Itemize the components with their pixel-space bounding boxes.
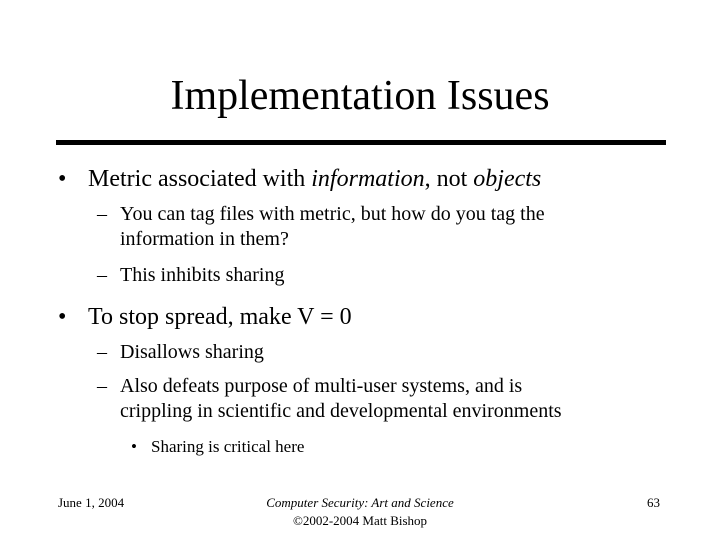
subitem-line: Disallows sharing bbox=[120, 341, 264, 363]
bullet-glyph: • bbox=[58, 166, 67, 192]
subitem-line: information in them? bbox=[120, 228, 289, 250]
subitem-defeats-purpose bbox=[97, 374, 562, 424]
dash-glyph: – bbox=[97, 264, 107, 286]
subitem-line: crippling in scientific and developmental environments bbox=[120, 400, 562, 422]
footer-center bbox=[160, 494, 560, 530]
footer-date: June 1, 2004 bbox=[58, 495, 125, 510]
subitem-tag-files bbox=[97, 202, 545, 252]
dash-glyph: – bbox=[97, 341, 107, 363]
dash-glyph: – bbox=[97, 375, 107, 397]
bullet-text-part-italic: objects bbox=[473, 166, 542, 192]
subitem-inhibits-sharing bbox=[97, 263, 284, 288]
bullet-glyph: • bbox=[58, 304, 67, 330]
subsubitem-sharing-critical bbox=[131, 436, 304, 458]
title-rule bbox=[56, 140, 666, 145]
subitem-line: You can tag files with metric, but how do you tag the bbox=[120, 203, 545, 225]
footer-copyright: ©2002-2004 Matt Bishop bbox=[292, 513, 428, 528]
subitem-line: Also defeats purpose of multi-user systems, and is bbox=[120, 375, 523, 397]
bullet-text-part-italic: information bbox=[311, 166, 425, 192]
bullet-text-part: , not bbox=[424, 166, 474, 192]
subitem-disallows-sharing bbox=[97, 340, 264, 365]
dash-glyph: – bbox=[97, 203, 107, 225]
bullet-stop-spread bbox=[58, 303, 352, 331]
slide-title: Implementation Issues bbox=[170, 73, 550, 119]
bullet-glyph: • bbox=[131, 437, 137, 456]
subitem-line: This inhibits sharing bbox=[120, 264, 285, 286]
subsubitem-text: Sharing is critical here bbox=[151, 437, 305, 456]
bullet-metric bbox=[58, 165, 541, 193]
footer-course-title: Computer Security: Art and Science bbox=[266, 495, 454, 510]
bullet-text: To stop spread, make V = 0 bbox=[88, 304, 352, 330]
bullet-text-part: Metric associated with bbox=[88, 166, 312, 192]
footer-page-number: 63 bbox=[647, 495, 660, 510]
